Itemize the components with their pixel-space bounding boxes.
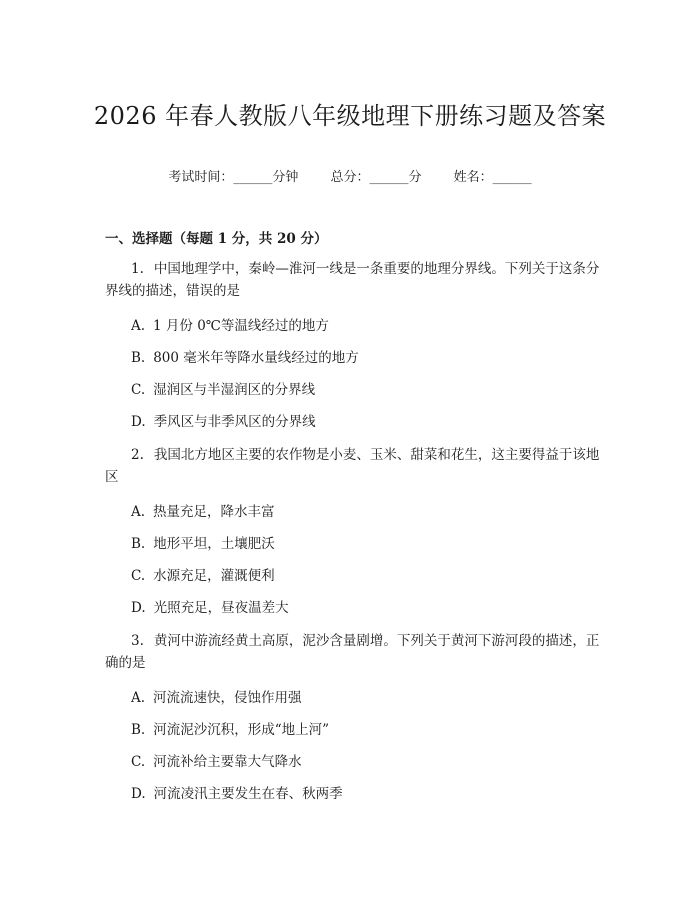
question-1 xyxy=(105,258,600,432)
question-2 xyxy=(105,444,600,618)
option-letter: B. xyxy=(131,722,146,738)
option-text: 湿润区与半湿润区的分界线 xyxy=(153,382,316,398)
option-text: 1 月份 0℃等温线经过的地方 xyxy=(153,318,329,334)
page-title: 2026 年春人教版八年级地理下册练习题及答案 xyxy=(93,102,607,131)
option-a xyxy=(105,688,600,708)
option-b xyxy=(105,720,600,740)
question-number: 1. xyxy=(131,261,144,277)
option-text: 河流补给主要靠大气降水 xyxy=(153,754,302,770)
option-letter: A. xyxy=(131,318,146,334)
total-score-unit: 分 xyxy=(408,170,422,185)
total-score-blank: ______ xyxy=(369,170,409,185)
question-text: 中国地理学中，秦岭—淮河一线是一条重要的地理分界线。下列关于这条分界线的描述，错误的是 xyxy=(105,261,600,299)
option-a xyxy=(105,502,600,522)
option-text: 河流凌汛主要发生在春、秋两季 xyxy=(153,786,343,802)
section-heading: 一、选择题（每题 1 分，共 20 分） xyxy=(105,231,328,247)
option-d xyxy=(105,412,600,432)
option-text: 热量充足，降水丰富 xyxy=(153,504,275,520)
exam-time-unit: 分钟 xyxy=(272,170,299,185)
option-text: 季风区与非季风区的分界线 xyxy=(153,414,316,430)
option-d xyxy=(105,784,600,804)
option-letter: B. xyxy=(131,536,146,552)
exam-time-blank: ______ xyxy=(233,170,273,185)
option-letter: A. xyxy=(131,504,146,520)
total-score-field xyxy=(330,170,425,185)
option-text: 河流泥沙沉积，形成“地上河” xyxy=(153,722,330,738)
question-stem xyxy=(105,258,600,302)
question-3 xyxy=(105,630,600,804)
student-name-blank: ______ xyxy=(492,170,532,185)
option-b xyxy=(105,534,600,554)
question-number: 3. xyxy=(131,633,144,649)
question-stem xyxy=(105,444,600,488)
exam-info-line xyxy=(0,168,700,188)
question-text: 黄河中游流经黄土高原，泥沙含量剧增。下列关于黄河下游河段的描述，正确的是 xyxy=(105,633,600,671)
option-text: 光照充足，昼夜温差大 xyxy=(153,600,289,616)
option-c xyxy=(105,566,600,586)
option-letter: C. xyxy=(131,754,146,770)
option-b xyxy=(105,348,600,368)
exam-time-field xyxy=(168,170,302,185)
option-letter: C. xyxy=(131,568,146,584)
option-letter: D. xyxy=(131,600,146,616)
option-text: 河流流速快，侵蚀作用强 xyxy=(153,690,302,706)
option-letter: B. xyxy=(131,350,146,366)
option-text: 800 毫米年等降水量线经过的地方 xyxy=(153,350,359,366)
option-a xyxy=(105,316,600,336)
exam-time-label: 考试时间： xyxy=(168,170,234,185)
option-letter: C. xyxy=(131,382,146,398)
question-list xyxy=(105,258,600,816)
option-letter: D. xyxy=(131,414,146,430)
option-c xyxy=(105,752,600,772)
total-score-label: 总分： xyxy=(330,170,370,185)
student-name-label: 姓名： xyxy=(453,170,493,185)
option-c xyxy=(105,380,600,400)
student-name-field xyxy=(454,170,532,185)
question-text: 我国北方地区主要的农作物是小麦、玉米、甜菜和花生，这主要得益于该地区 xyxy=(105,447,600,485)
option-letter: A. xyxy=(131,690,146,706)
option-text: 地形平坦，土壤肥沃 xyxy=(153,536,275,552)
option-d xyxy=(105,598,600,618)
question-number: 2. xyxy=(131,447,144,463)
option-text: 水源充足，灌溉便利 xyxy=(153,568,275,584)
option-letter: D. xyxy=(131,786,146,802)
question-stem xyxy=(105,630,600,674)
